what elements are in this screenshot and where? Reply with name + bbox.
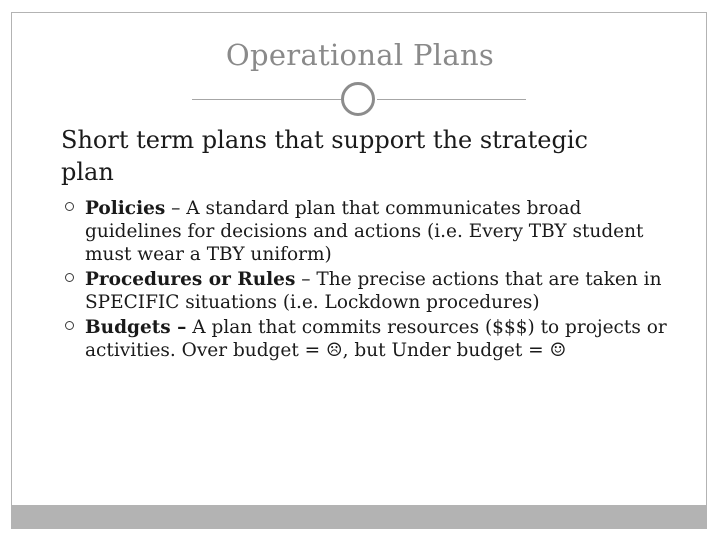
main-bullet-icon [31,126,61,157]
sub-point-text: – A standard plan that communicates broad guidelines for decisions and actions (i.e. Every TBY student must wear a TBY uniform) [85,198,644,265]
main-point-text-line2: plan [61,158,114,186]
ring-bullet-icon [65,321,74,330]
title-divider-right [377,99,526,100]
slide-footer-bar [11,505,707,529]
ring-bullet-icon [65,273,74,282]
sub-point-budgets [63,316,678,362]
sub-point-term: Budgets – [85,317,187,338]
main-point-text-line1: Short term plans that support the strategic [61,126,588,154]
main-point [31,125,681,188]
sub-point-policies [63,197,678,266]
sub-point-text: – The precise actions that are taken in SPECIFIC situations (i.e. Lockdown procedures) [85,269,662,313]
sub-point-term: Procedures or Rules [85,269,296,290]
ring-bullet-icon [65,202,74,211]
slide-title: Operational Plans [225,38,495,72]
sub-point-procedures [63,268,678,314]
sub-point-term: Policies [85,198,166,219]
sub-point-text: A plan that commits resources ($$$) to projects or activities. Over budget = ☹, but Under budget = ☺ [85,317,667,361]
title-divider-circle-icon [341,82,375,116]
sub-point-list [63,197,678,364]
title-divider-left [192,99,341,100]
